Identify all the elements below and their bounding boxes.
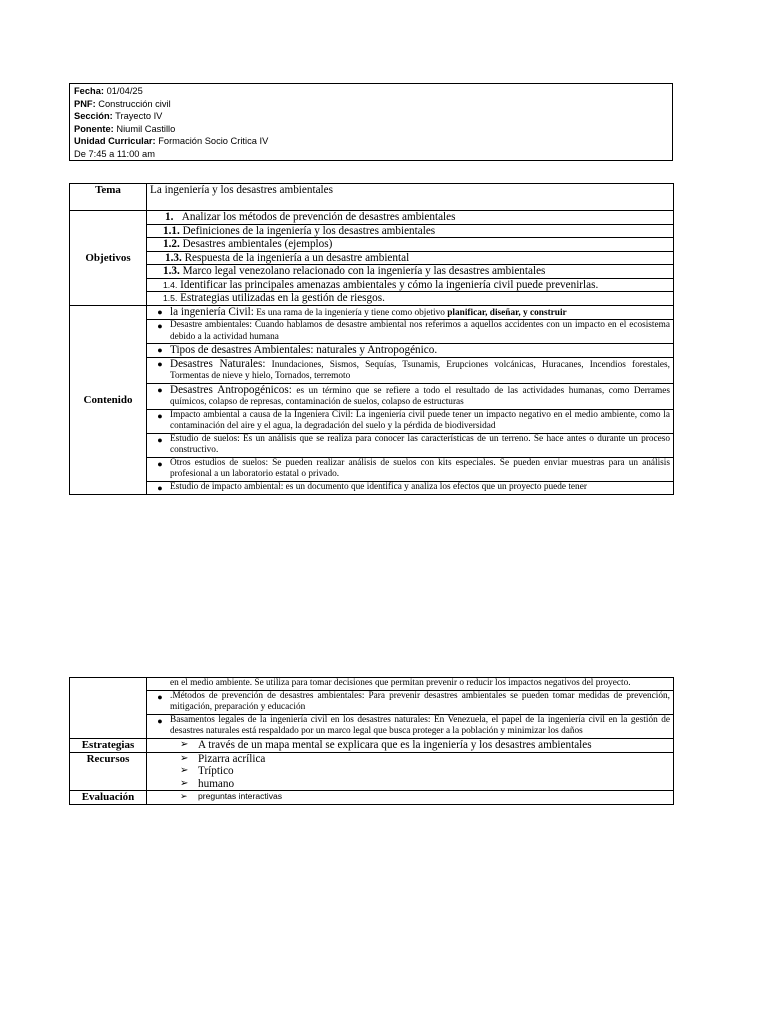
estrategias-label: Estrategias — [70, 738, 147, 752]
contenido-continued-label — [70, 678, 147, 739]
fecha-value: 01/04/25 — [106, 86, 143, 96]
contenido-item: ● la ingeniería Civil: Es una rama de la ingeniería y tiene como objetivo planificar, diseñar, y construir — [147, 305, 674, 320]
objetivo-item: 1.5. Estrategias utilizadas en la gestión de riesgos. — [147, 292, 674, 306]
arrow-bullet-icon: ➢ — [180, 738, 189, 750]
unidad-line: Unidad Curricular: Formación Socio Critica IV — [74, 136, 269, 147]
estrategias-item: ➢ A través de un mapa mental se explicara que es la ingeniería y los desastres ambientales — [147, 738, 674, 752]
arrow-bullet-icon: ➢ — [180, 791, 188, 801]
contenido-item: ● Estudio de suelos: Es un análisis que se realiza para conocer las características de un terreno. Se hace antes o durante un proceso constructivo. — [147, 433, 674, 457]
evaluacion-item: ➢ preguntas interactivas — [147, 791, 674, 805]
seccion-value: Trayecto IV — [115, 111, 163, 122]
fecha-line: Fecha: 01/04/25 — [74, 86, 143, 96]
pnf-value: Construcción civil — [98, 98, 171, 109]
objetivo-item: 1.2. Desastres ambientales (ejemplos) — [147, 238, 674, 252]
tema-label: Tema — [70, 184, 147, 211]
contenido-item: ● .Métodos de prevención de desastres ambientales: Para prevenir desastres ambientales se pueden tomar medidas de prevención, mitigación, preparación y educación — [147, 690, 674, 714]
plan-table-continued — [69, 677, 674, 805]
contenido-item: ● Impacto ambiental a causa de la Ingeniera Civil: La ingeniería civil puede tener un impacto negativo en el medio ambiente, como la contaminación del aire y el agua, la degradación del suelo y la pérdida de biodiversidad — [147, 409, 674, 433]
contenido-item: ● Basamentos legales de la ingeniería civil en los desastres naturales: En Venezuela, el papel de la ingeniería civil en la gestión de desastres naturales está respaldado por un marco legal que busca proteger a la población y minimizar los daños — [147, 714, 674, 738]
objetivo-item: 1.3. Respuesta de la ingeniería a un desastre ambiental — [147, 251, 674, 265]
contenido-item: ● Estudio de impacto ambiental: es un documento que identifica y analiza los efectos que un proyecto puede tener — [147, 481, 674, 494]
objetivos-label: Objetivos — [70, 211, 147, 306]
header-info-box — [69, 83, 673, 161]
objetivo-item: 1.4. Identificar las principales amenazas ambientales y cómo la ingeniería civil puede prevenirlas. — [147, 278, 674, 292]
horario-line: De 7:45 a 11:00 am — [74, 148, 155, 159]
unidad-value: Formación Socio Critica IV — [158, 136, 269, 147]
contenido-item: ● Tipos de desastres Ambientales: naturales y Antropogénico. — [147, 344, 674, 358]
pnf-line: PNF: Construcción civil — [74, 98, 171, 109]
contenido-item: ● Desastres Antropogénicos: es un término que se refiere a todo el resultado de las actividades humanas, como Derrames químicos, colapso de represas, contaminación de suelos, colapso de estructuras — [147, 383, 674, 409]
objetivo-item: 1.3. Marco legal venezolano relacionado con la ingeniería y las desastres ambientales — [147, 265, 674, 279]
objetivo-item: 1.1. Definiciones de la ingeniería y los desastres ambientales — [147, 224, 674, 238]
objetivo-item: 1. Analizar los métodos de prevención de desastres ambientales — [147, 211, 674, 225]
tema-value: La ingeniería y los desastres ambientales — [147, 184, 674, 211]
ponente-value: Niumil Castillo — [116, 123, 176, 134]
plan-table — [69, 183, 674, 495]
ponente-line: Ponente: Niumil Castillo — [74, 123, 176, 134]
contenido-item: ● Desastres Naturales: Inundaciones, Sismos, Sequías, Tsunamis, Erupciones volcánicas, Huracanes, Incendios forestales, Tormentas de nieve y hielo, Tornados, terremoto — [147, 357, 674, 383]
arrow-bullet-icon: ➢ — [180, 777, 189, 789]
arrow-bullet-icon: ➢ — [180, 752, 189, 764]
contenido-label: Contenido — [70, 305, 147, 494]
seccion-line: Sección: Trayecto IV — [74, 111, 163, 122]
recursos-label: Recursos — [70, 752, 147, 791]
evaluacion-label: Evaluación — [70, 791, 147, 805]
contenido-item: ● Otros estudios de suelos: Se pueden realizar análisis de suelos con kits especiales. Se pueden enviar muestras para un análisis profesional a un laboratorio estatal o privado. — [147, 457, 674, 481]
recursos-list: ➢ Pizarra acrílica ➢ Tríptico ➢ humano — [147, 752, 674, 791]
contenido-item: ● Desastre ambientales: Cuando hablamos de desastre ambiental nos referimos a aquellos accidentes con un impacto en el ecosistema debido a la actividad humana — [147, 320, 674, 344]
contenido-item: en el medio ambiente. Se utiliza para tomar decisiones que permitan prevenir o reducir los impactos negativos del proyecto. — [147, 678, 674, 691]
arrow-bullet-icon: ➢ — [180, 765, 189, 776]
